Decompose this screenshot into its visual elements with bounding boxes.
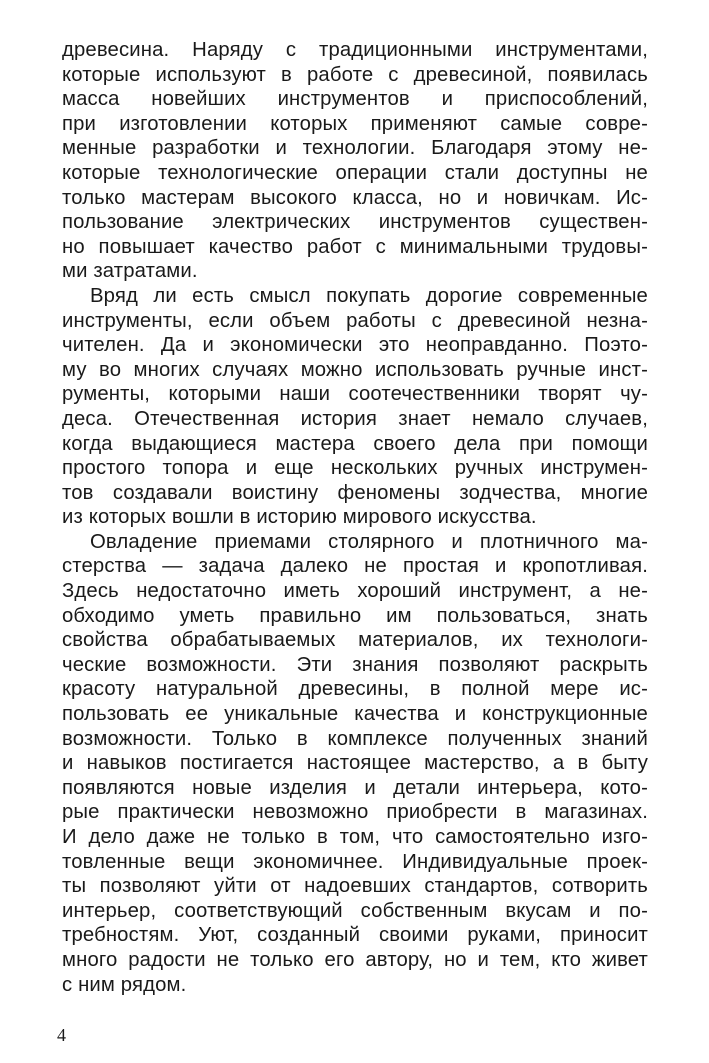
text-line: которые технологические операции стали доступны не	[62, 161, 648, 184]
text-line: с ним рядом.	[62, 973, 187, 996]
text-line: стерства — задача далеко не простая и кропотливая.	[62, 555, 648, 578]
text-line: из которых вошли в историю мирового искусства.	[62, 506, 537, 529]
text-line: рументы, которыми наши соотечественники творят чу-	[62, 383, 648, 406]
text-line: ческие возможности. Эти знания позволяют раскрыть	[62, 653, 648, 676]
text-line: красоту натуральной древесины, в полной мере ис-	[62, 678, 648, 701]
text-line: ты позволяют уйти от надоевших стандартов, сотворить	[62, 875, 648, 898]
text-line: товленные вещи экономичнее. Индивидуальные проек-	[62, 850, 648, 873]
text-line: пользовать ее уникальные качества и конструкционные	[62, 703, 648, 726]
text-line: му во многих случаях можно использовать ручные инст-	[62, 358, 648, 381]
text-line: Вряд ли есть смысл покупать дорогие современные	[90, 284, 648, 307]
text-line: интерьер, соответствующий собственным вкусам и по-	[62, 899, 648, 922]
paragraph-2	[62, 284, 648, 530]
text-line: но повышает качество работ с минимальными трудовы-	[62, 235, 648, 258]
text-line: обходимо уметь правильно им пользоваться, знать	[62, 604, 648, 627]
text-line: которые используют в работе с древесиной, появилась	[62, 63, 648, 86]
text-line: Овладение приемами столярного и плотничного ма-	[90, 530, 648, 553]
text-line: только мастерам высокого класса, но и новичкам. Ис-	[62, 186, 648, 209]
text-line: чителен. Да и экономически это неоправданно. Поэто-	[62, 334, 648, 357]
text-line: масса новейших инструментов и приспособлений,	[62, 88, 648, 111]
text-line: Здесь недостаточно иметь хороший инструмент, а не-	[62, 580, 648, 603]
text-line: требностям. Уют, созданный своими руками, приносит	[62, 924, 648, 947]
text-line: простого топора и еще нескольких ручных инструмен-	[62, 457, 648, 480]
text-line: инструменты, если объем работы с древесиной незна-	[62, 309, 648, 332]
text-line: И дело даже не только в том, что самостоятельно изго-	[62, 826, 648, 848]
paragraph-1	[62, 38, 648, 284]
text-line: древесина. Наряду с традиционными инструментами,	[62, 39, 648, 61]
text-line: свойства обрабатываемых материалов, их технологи-	[62, 629, 648, 652]
page-number: 4	[57, 1025, 66, 1045]
text-line: менные разработки и технологии. Благодаря этому не-	[62, 137, 648, 160]
text-line: много радости не только его автору, но и тем, кто живет	[62, 948, 648, 971]
text-line: тов создавали воистину феномены зодчества, многие	[62, 481, 648, 504]
text-line: появляются новые изделия и детали интерьера, кото-	[62, 776, 648, 799]
text-line: рые практически невозможно приобрести в магазинах.	[62, 801, 648, 824]
text-line: возможности. Только в комплексе полученных знаний	[62, 727, 648, 750]
text-line: когда выдающиеся мастера своего дела при помощи	[62, 432, 648, 455]
text-line: и навыков постигается настоящее мастерство, а в быту	[62, 752, 648, 775]
paragraph-3	[62, 530, 648, 997]
text-line: при изготовлении которых применяют самые совре-	[62, 112, 648, 135]
text-line: пользование электрических инструментов существен-	[62, 211, 648, 234]
text-line: деса. Отечественная история знает немало случаев,	[62, 407, 648, 430]
page-body	[62, 38, 648, 997]
text-line: ми затратами.	[62, 260, 198, 283]
